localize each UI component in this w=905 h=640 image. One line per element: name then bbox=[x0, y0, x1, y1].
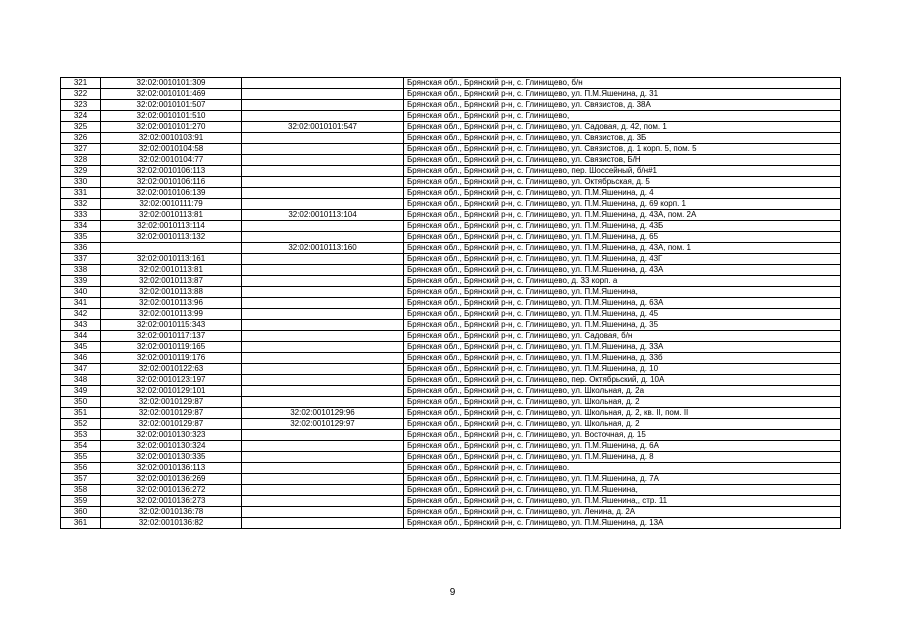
premises-cadastral-cell bbox=[242, 386, 404, 397]
address-cell: Брянская обл., Брянский р-н, с. Глинищево, ул. П.М.Яшенина, д. 8 bbox=[404, 452, 841, 463]
premises-cadastral-cell bbox=[242, 254, 404, 265]
address-cell: Брянская обл., Брянский р-н, с. Глинищево, ул. П.М.Яшенина, д. 33б bbox=[404, 353, 841, 364]
row-number-cell: 347 bbox=[61, 364, 101, 375]
table-row bbox=[61, 463, 841, 474]
row-number-cell: 349 bbox=[61, 386, 101, 397]
address-cell: Брянская обл., Брянский р-н, с. Глинищево, ул. П.М.Яшенина, д. 33А bbox=[404, 342, 841, 353]
row-number-cell: 338 bbox=[61, 265, 101, 276]
address-cell: Брянская обл., Брянский р-н, с. Глинищево, ул. П.М.Яшенина, д. 13А bbox=[404, 518, 841, 529]
premises-cadastral-cell: 32:02:0010129:96 bbox=[242, 408, 404, 419]
address-cell: Брянская обл., Брянский р-н, с. Глинищево, д. 33 корп. а bbox=[404, 276, 841, 287]
premises-cadastral-cell bbox=[242, 133, 404, 144]
cadastral-number-cell: 32:02:0010129:87 bbox=[101, 419, 242, 430]
table-row bbox=[61, 474, 841, 485]
cadastral-number-cell: 32:02:0010113:96 bbox=[101, 298, 242, 309]
cadastral-number-cell: 32:02:0010113:87 bbox=[101, 276, 242, 287]
row-number-cell: 336 bbox=[61, 243, 101, 254]
table-row bbox=[61, 254, 841, 265]
address-cell: Брянская обл., Брянский р-н, с. Глинищево, ул. Школьная, д. 2 bbox=[404, 419, 841, 430]
table-row bbox=[61, 221, 841, 232]
cadastral-number-cell: 32:02:0010136:82 bbox=[101, 518, 242, 529]
row-number-cell: 334 bbox=[61, 221, 101, 232]
cadastral-number-cell: 32:02:0010101:270 bbox=[101, 122, 242, 133]
table-row bbox=[61, 507, 841, 518]
address-cell: Брянская обл., Брянский р-н, с. Глинищево, ул. П.М.Яшенина, д. 31 bbox=[404, 89, 841, 100]
table-row bbox=[61, 287, 841, 298]
row-number-cell: 323 bbox=[61, 100, 101, 111]
address-cell: Брянская обл., Брянский р-н, с. Глинищево, ул. Школьная, д. 2, кв. II, пом. II bbox=[404, 408, 841, 419]
address-cell: Брянская обл., Брянский р-н, с. Глинищево, ул. П.М.Яшенина, д. 43А, пом. 2А bbox=[404, 210, 841, 221]
premises-cadastral-cell bbox=[242, 265, 404, 276]
premises-cadastral-cell bbox=[242, 78, 404, 89]
address-cell: Брянская обл., Брянский р-н, с. Глинищево, пер. Шоссейный, б/н#1 bbox=[404, 166, 841, 177]
premises-cadastral-cell bbox=[242, 188, 404, 199]
cadastral-number-cell: 32:02:0010113:132 bbox=[101, 232, 242, 243]
table-row bbox=[61, 232, 841, 243]
cadastral-number-cell: 32:02:0010111:79 bbox=[101, 199, 242, 210]
row-number-cell: 352 bbox=[61, 419, 101, 430]
registry-table-body bbox=[61, 78, 841, 529]
cadastral-number-cell: 32:02:0010106:113 bbox=[101, 166, 242, 177]
row-number-cell: 335 bbox=[61, 232, 101, 243]
row-number-cell: 343 bbox=[61, 320, 101, 331]
premises-cadastral-cell bbox=[242, 463, 404, 474]
table-row bbox=[61, 309, 841, 320]
address-cell: Брянская обл., Брянский р-н, с. Глинищево, ул. Связистов, д. 38А bbox=[404, 100, 841, 111]
table-row bbox=[61, 518, 841, 529]
table-row bbox=[61, 177, 841, 188]
table-row bbox=[61, 265, 841, 276]
row-number-cell: 337 bbox=[61, 254, 101, 265]
premises-cadastral-cell bbox=[242, 441, 404, 452]
premises-cadastral-cell bbox=[242, 518, 404, 529]
row-number-cell: 360 bbox=[61, 507, 101, 518]
cadastral-number-cell: 32:02:0010101:469 bbox=[101, 89, 242, 100]
cadastral-number-cell: 32:02:0010130:323 bbox=[101, 430, 242, 441]
premises-cadastral-cell bbox=[242, 507, 404, 518]
premises-cadastral-cell: 32:02:0010129:97 bbox=[242, 419, 404, 430]
address-cell: Брянская обл., Брянский р-н, с. Глинищево, ул. Ленина, д. 2А bbox=[404, 507, 841, 518]
row-number-cell: 340 bbox=[61, 287, 101, 298]
row-number-cell: 325 bbox=[61, 122, 101, 133]
row-number-cell: 342 bbox=[61, 309, 101, 320]
premises-cadastral-cell bbox=[242, 144, 404, 155]
page-number: 9 bbox=[449, 587, 456, 598]
cadastral-number-cell: 32:02:0010101:507 bbox=[101, 100, 242, 111]
cadastral-number-cell: 32:02:0010113:161 bbox=[101, 254, 242, 265]
cadastral-number-cell: 32:02:0010129:87 bbox=[101, 408, 242, 419]
table-row bbox=[61, 100, 841, 111]
premises-cadastral-cell bbox=[242, 397, 404, 408]
table-row bbox=[61, 122, 841, 133]
premises-cadastral-cell bbox=[242, 276, 404, 287]
premises-cadastral-cell bbox=[242, 287, 404, 298]
row-number-cell: 333 bbox=[61, 210, 101, 221]
row-number-cell: 346 bbox=[61, 353, 101, 364]
premises-cadastral-cell bbox=[242, 100, 404, 111]
row-number-cell: 326 bbox=[61, 133, 101, 144]
address-cell: Брянская обл., Брянский р-н, с. Глинищево, ул. П.М.Яшенина, д. 43А, пом. 1 bbox=[404, 243, 841, 254]
cadastral-number-cell: 32:02:0010101:309 bbox=[101, 78, 242, 89]
table-row bbox=[61, 166, 841, 177]
cadastral-number-cell: 32:02:0010106:116 bbox=[101, 177, 242, 188]
premises-cadastral-cell: 32:02:0010113:104 bbox=[242, 210, 404, 221]
row-number-cell: 361 bbox=[61, 518, 101, 529]
address-cell: Брянская обл., Брянский р-н, с. Глинищево, ул. Связистов, Б/Н bbox=[404, 155, 841, 166]
cadastral-number-cell: 32:02:0010130:335 bbox=[101, 452, 242, 463]
cadastral-number-cell: 32:02:0010136:78 bbox=[101, 507, 242, 518]
cadastral-number-cell: 32:02:0010113:88 bbox=[101, 287, 242, 298]
cadastral-number-cell: 32:02:0010104:77 bbox=[101, 155, 242, 166]
table-row bbox=[61, 408, 841, 419]
row-number-cell: 354 bbox=[61, 441, 101, 452]
table-row bbox=[61, 89, 841, 100]
cadastral-number-cell: 32:02:0010104:58 bbox=[101, 144, 242, 155]
address-cell: Брянская обл., Брянский р-н, с. Глинищево, ул. П.М.Яшенина, д. 7А bbox=[404, 474, 841, 485]
row-number-cell: 351 bbox=[61, 408, 101, 419]
premises-cadastral-cell bbox=[242, 166, 404, 177]
address-cell: Брянская обл., Брянский р-н, с. Глинищево, ул. П.М.Яшенина,, стр. 11 bbox=[404, 496, 841, 507]
table-row bbox=[61, 496, 841, 507]
premises-cadastral-cell bbox=[242, 353, 404, 364]
table-row bbox=[61, 331, 841, 342]
cadastral-number-cell: 32:02:0010136:113 bbox=[101, 463, 242, 474]
table-row bbox=[61, 419, 841, 430]
cadastral-number-cell: 32:02:0010122:63 bbox=[101, 364, 242, 375]
premises-cadastral-cell bbox=[242, 331, 404, 342]
row-number-cell: 345 bbox=[61, 342, 101, 353]
premises-cadastral-cell bbox=[242, 375, 404, 386]
address-cell: Брянская обл., Брянский р-н, с. Глинищево, б/н bbox=[404, 78, 841, 89]
row-number-cell: 330 bbox=[61, 177, 101, 188]
table-row bbox=[61, 133, 841, 144]
address-cell: Брянская обл., Брянский р-н, с. Глинищево, ул. Связистов, д. 1 корп. 5, пом. 5 bbox=[404, 144, 841, 155]
address-cell: Брянская обл., Брянский р-н, с. Глинищево, ул. Садовая, б/н bbox=[404, 331, 841, 342]
premises-cadastral-cell bbox=[242, 298, 404, 309]
address-cell: Брянская обл., Брянский р-н, с. Глинищево, ул. П.М.Яшенина, д. 45 bbox=[404, 309, 841, 320]
address-cell: Брянская обл., Брянский р-н, с. Глинищево, ул. П.М.Яшенина, bbox=[404, 287, 841, 298]
premises-cadastral-cell: 32:02:0010113:160 bbox=[242, 243, 404, 254]
address-cell: Брянская обл., Брянский р-н, с. Глинищево, ул. П.М.Яшенина, д. 63А bbox=[404, 298, 841, 309]
address-cell: Брянская обл., Брянский р-н, с. Глинищево, bbox=[404, 111, 841, 122]
address-cell: Брянская обл., Брянский р-н, с. Глинищево, пер. Октябрьский, д. 10А bbox=[404, 375, 841, 386]
address-cell: Брянская обл., Брянский р-н, с. Глинищево, ул. Школьная, д. 2 bbox=[404, 397, 841, 408]
table-row bbox=[61, 441, 841, 452]
cadastral-number-cell: 32:02:0010115:343 bbox=[101, 320, 242, 331]
cadastral-number-cell: 32:02:0010136:269 bbox=[101, 474, 242, 485]
premises-cadastral-cell bbox=[242, 342, 404, 353]
table-row bbox=[61, 320, 841, 331]
row-number-cell: 356 bbox=[61, 463, 101, 474]
row-number-cell: 355 bbox=[61, 452, 101, 463]
row-number-cell: 324 bbox=[61, 111, 101, 122]
address-cell: Брянская обл., Брянский р-н, с. Глинищево, ул. Восточная, д. 15 bbox=[404, 430, 841, 441]
cadastral-number-cell: 32:02:0010119:176 bbox=[101, 353, 242, 364]
premises-cadastral-cell bbox=[242, 177, 404, 188]
premises-cadastral-cell bbox=[242, 474, 404, 485]
table-row bbox=[61, 243, 841, 254]
cadastral-number-cell: 32:02:0010136:272 bbox=[101, 485, 242, 496]
table-row bbox=[61, 111, 841, 122]
cadastral-number-cell: 32:02:0010129:87 bbox=[101, 397, 242, 408]
row-number-cell: 350 bbox=[61, 397, 101, 408]
premises-cadastral-cell bbox=[242, 320, 404, 331]
registry-table bbox=[60, 77, 841, 529]
table-row bbox=[61, 188, 841, 199]
address-cell: Брянская обл., Брянский р-н, с. Глинищево, ул. П.М.Яшенина, д. 69 корп. 1 bbox=[404, 199, 841, 210]
row-number-cell: 322 bbox=[61, 89, 101, 100]
premises-cadastral-cell bbox=[242, 364, 404, 375]
premises-cadastral-cell: 32:02:0010101:547 bbox=[242, 122, 404, 133]
row-number-cell: 357 bbox=[61, 474, 101, 485]
address-cell: Брянская обл., Брянский р-н, с. Глинищево, ул. П.М.Яшенина, д. 10 bbox=[404, 364, 841, 375]
address-cell: Брянская обл., Брянский р-н, с. Глинищево, ул. П.М.Яшенина, д. 43Б bbox=[404, 221, 841, 232]
table-row bbox=[61, 452, 841, 463]
cadastral-number-cell: 32:02:0010101:510 bbox=[101, 111, 242, 122]
premises-cadastral-cell bbox=[242, 111, 404, 122]
premises-cadastral-cell bbox=[242, 452, 404, 463]
row-number-cell: 344 bbox=[61, 331, 101, 342]
cadastral-number-cell: 32:02:0010129:101 bbox=[101, 386, 242, 397]
table-row bbox=[61, 342, 841, 353]
table-row bbox=[61, 210, 841, 221]
cadastral-number-cell: 32:02:0010123:197 bbox=[101, 375, 242, 386]
premises-cadastral-cell bbox=[242, 485, 404, 496]
row-number-cell: 332 bbox=[61, 199, 101, 210]
table-row bbox=[61, 485, 841, 496]
cadastral-number-cell: 32:02:0010117:137 bbox=[101, 331, 242, 342]
address-cell: Брянская обл., Брянский р-н, с. Глинищево, ул. П.М.Яшенина, д. 65 bbox=[404, 232, 841, 243]
cadastral-number-cell: 32:02:0010113:81 bbox=[101, 210, 242, 221]
address-cell: Брянская обл., Брянский р-н, с. Глинищево, ул. П.М.Яшенина, д. 6А bbox=[404, 441, 841, 452]
address-cell: Брянская обл., Брянский р-н, с. Глинищево, ул. П.М.Яшенина, bbox=[404, 485, 841, 496]
cadastral-number-cell: 32:02:0010130:324 bbox=[101, 441, 242, 452]
table-row bbox=[61, 199, 841, 210]
premises-cadastral-cell bbox=[242, 89, 404, 100]
table-row bbox=[61, 353, 841, 364]
address-cell: Брянская обл., Брянский р-н, с. Глинищево. bbox=[404, 463, 841, 474]
premises-cadastral-cell bbox=[242, 496, 404, 507]
cadastral-number-cell: 32:02:0010136:273 bbox=[101, 496, 242, 507]
cadastral-number-cell: 32:02:0010113:114 bbox=[101, 221, 242, 232]
premises-cadastral-cell bbox=[242, 430, 404, 441]
address-cell: Брянская обл., Брянский р-н, с. Глинищево, ул. П.М.Яшенина, д. 35 bbox=[404, 320, 841, 331]
row-number-cell: 329 bbox=[61, 166, 101, 177]
address-cell: Брянская обл., Брянский р-н, с. Глинищево, ул. Садовая, д. 42, пом. 1 bbox=[404, 122, 841, 133]
row-number-cell: 331 bbox=[61, 188, 101, 199]
table-row bbox=[61, 397, 841, 408]
row-number-cell: 321 bbox=[61, 78, 101, 89]
premises-cadastral-cell bbox=[242, 221, 404, 232]
table-row bbox=[61, 364, 841, 375]
address-cell: Брянская обл., Брянский р-н, с. Глинищево, ул. П.М.Яшенина, д. 43Г bbox=[404, 254, 841, 265]
row-number-cell: 327 bbox=[61, 144, 101, 155]
row-number-cell: 328 bbox=[61, 155, 101, 166]
table-row bbox=[61, 276, 841, 287]
row-number-cell: 341 bbox=[61, 298, 101, 309]
address-cell: Брянская обл., Брянский р-н, с. Глинищево, ул. Школьная, д. 2а bbox=[404, 386, 841, 397]
row-number-cell: 353 bbox=[61, 430, 101, 441]
address-cell: Брянская обл., Брянский р-н, с. Глинищево, ул. П.М.Яшенина, д. 4 bbox=[404, 188, 841, 199]
table-row bbox=[61, 144, 841, 155]
table-row bbox=[61, 375, 841, 386]
premises-cadastral-cell bbox=[242, 309, 404, 320]
table-row bbox=[61, 298, 841, 309]
premises-cadastral-cell bbox=[242, 199, 404, 210]
premises-cadastral-cell bbox=[242, 232, 404, 243]
row-number-cell: 359 bbox=[61, 496, 101, 507]
row-number-cell: 358 bbox=[61, 485, 101, 496]
table-row bbox=[61, 155, 841, 166]
row-number-cell: 348 bbox=[61, 375, 101, 386]
premises-cadastral-cell bbox=[242, 155, 404, 166]
address-cell: Брянская обл., Брянский р-н, с. Глинищево, ул. Октябрьская, д. 5 bbox=[404, 177, 841, 188]
address-cell: Брянская обл., Брянский р-н, с. Глинищево, ул. П.М.Яшенина, д. 43А bbox=[404, 265, 841, 276]
table-row bbox=[61, 386, 841, 397]
cadastral-number-cell: 32:02:0010106:139 bbox=[101, 188, 242, 199]
cadastral-number-cell: 32:02:0010113:81 bbox=[101, 265, 242, 276]
cadastral-number-cell: 32:02:0010119:165 bbox=[101, 342, 242, 353]
cadastral-number-cell: 32:02:0010103:91 bbox=[101, 133, 242, 144]
table-row bbox=[61, 78, 841, 89]
address-cell: Брянская обл., Брянский р-н, с. Глинищево, ул. Связистов, д. 3Б bbox=[404, 133, 841, 144]
cadastral-number-cell bbox=[101, 243, 242, 254]
cadastral-number-cell: 32:02:0010113:99 bbox=[101, 309, 242, 320]
row-number-cell: 339 bbox=[61, 276, 101, 287]
table-row bbox=[61, 430, 841, 441]
